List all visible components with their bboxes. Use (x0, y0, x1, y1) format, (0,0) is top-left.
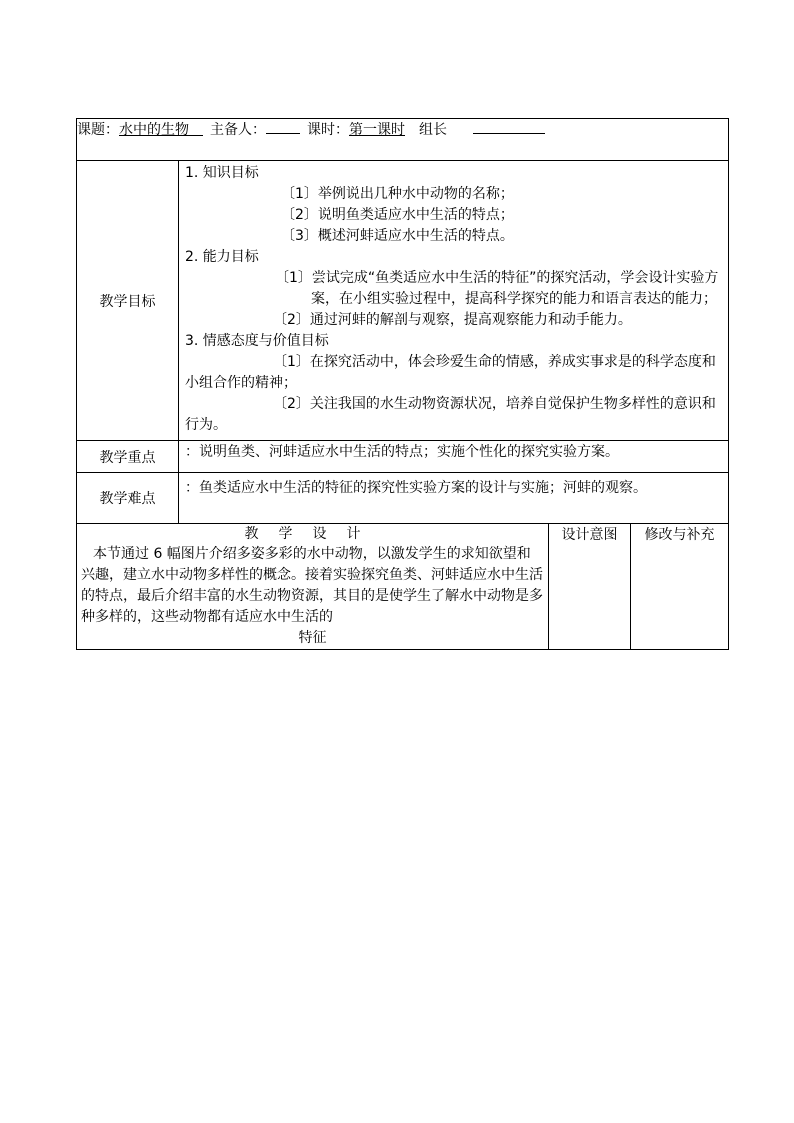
topic-value: 水中的生物 (119, 122, 189, 138)
title-cell (77, 119, 729, 161)
ability-item: 〔2〕通过河蚌的解剖与观察，提高观察能力和动手能力。 (273, 312, 632, 328)
knowledge-item: 〔2〕说明鱼类适应水中生活的特点； (281, 207, 514, 223)
emotion-item: 〔2〕关注我国的水生动物资源状况，培养自觉保护生物多样性的意识和行为。 (185, 396, 716, 433)
topic-label: 课题： (77, 122, 119, 138)
preparer-blank (266, 132, 300, 134)
revision-label: 修改与补充 (644, 527, 715, 543)
design-heading: 教学设计 (244, 526, 381, 542)
design-intent-label: 设计意图 (561, 527, 618, 543)
design-cell (77, 524, 549, 650)
emotion-heading: 3. 情感态度与价值目标 (185, 333, 329, 349)
knowledge-heading: 1. 知识目标 (185, 165, 259, 181)
period-value: 第一课时 (349, 122, 405, 138)
preparer-label: 主备人： (210, 122, 266, 138)
ability-heading: 2. 能力目标 (185, 249, 259, 265)
design-intent-cell (549, 524, 631, 650)
lesson-plan-table (76, 118, 729, 650)
emotion-item: 〔1〕在探究活动中，体会珍爱生命的情感，养成实事求是的科学态度和小组合作的精神； (185, 354, 716, 391)
revision-cell (631, 524, 729, 650)
key-points-label: 教学重点 (77, 441, 179, 473)
design-row (77, 524, 729, 650)
period-label: 课时： (307, 122, 349, 138)
knowledge-item: 〔1〕举例说出几种水中动物的名称； (281, 186, 514, 202)
leader-label: 组长 (419, 122, 447, 138)
key-points-text: ：说明鱼类、河蚌适应水中生活的特点；实施个性化的探究实验方案。 (179, 441, 729, 473)
design-paragraph: 本节通过 6 幅图片介绍多姿多彩的水中动物，以激发学生的求知欲望和兴趣，建立水中动物多样性的概念。接着实验探究鱼类、河蚌适应水中生活的特点，最后介绍丰富的水生动物资源，其目的是使学生了解水中动物是多种多样的，这些动物都有适应水中生活的 (81, 546, 543, 625)
design-paragraph-end: 特征 (298, 630, 327, 646)
difficulties-text: ：鱼类适应水中生活的特征的探究性实验方案的设计与实施；河蚌的观察。 (179, 473, 729, 524)
difficulties-label: 教学难点 (77, 473, 179, 524)
title-row (77, 119, 729, 161)
difficulties-row (77, 473, 729, 524)
ability-item: 〔1〕尝试完成“鱼类适应水中生活的特征”的探究活动，学会设计实验方案，在小组实验过程中，提高科学探究的能力和语言表达的能力； (275, 270, 719, 307)
objectives-label: 教学目标 (77, 161, 179, 441)
knowledge-item: 〔3〕概述河蚌适应水中生活的特点。 (281, 228, 514, 244)
key-points-row (77, 441, 729, 473)
leader-blank (473, 132, 545, 134)
objectives-content (179, 161, 729, 441)
objectives-row (77, 161, 729, 441)
